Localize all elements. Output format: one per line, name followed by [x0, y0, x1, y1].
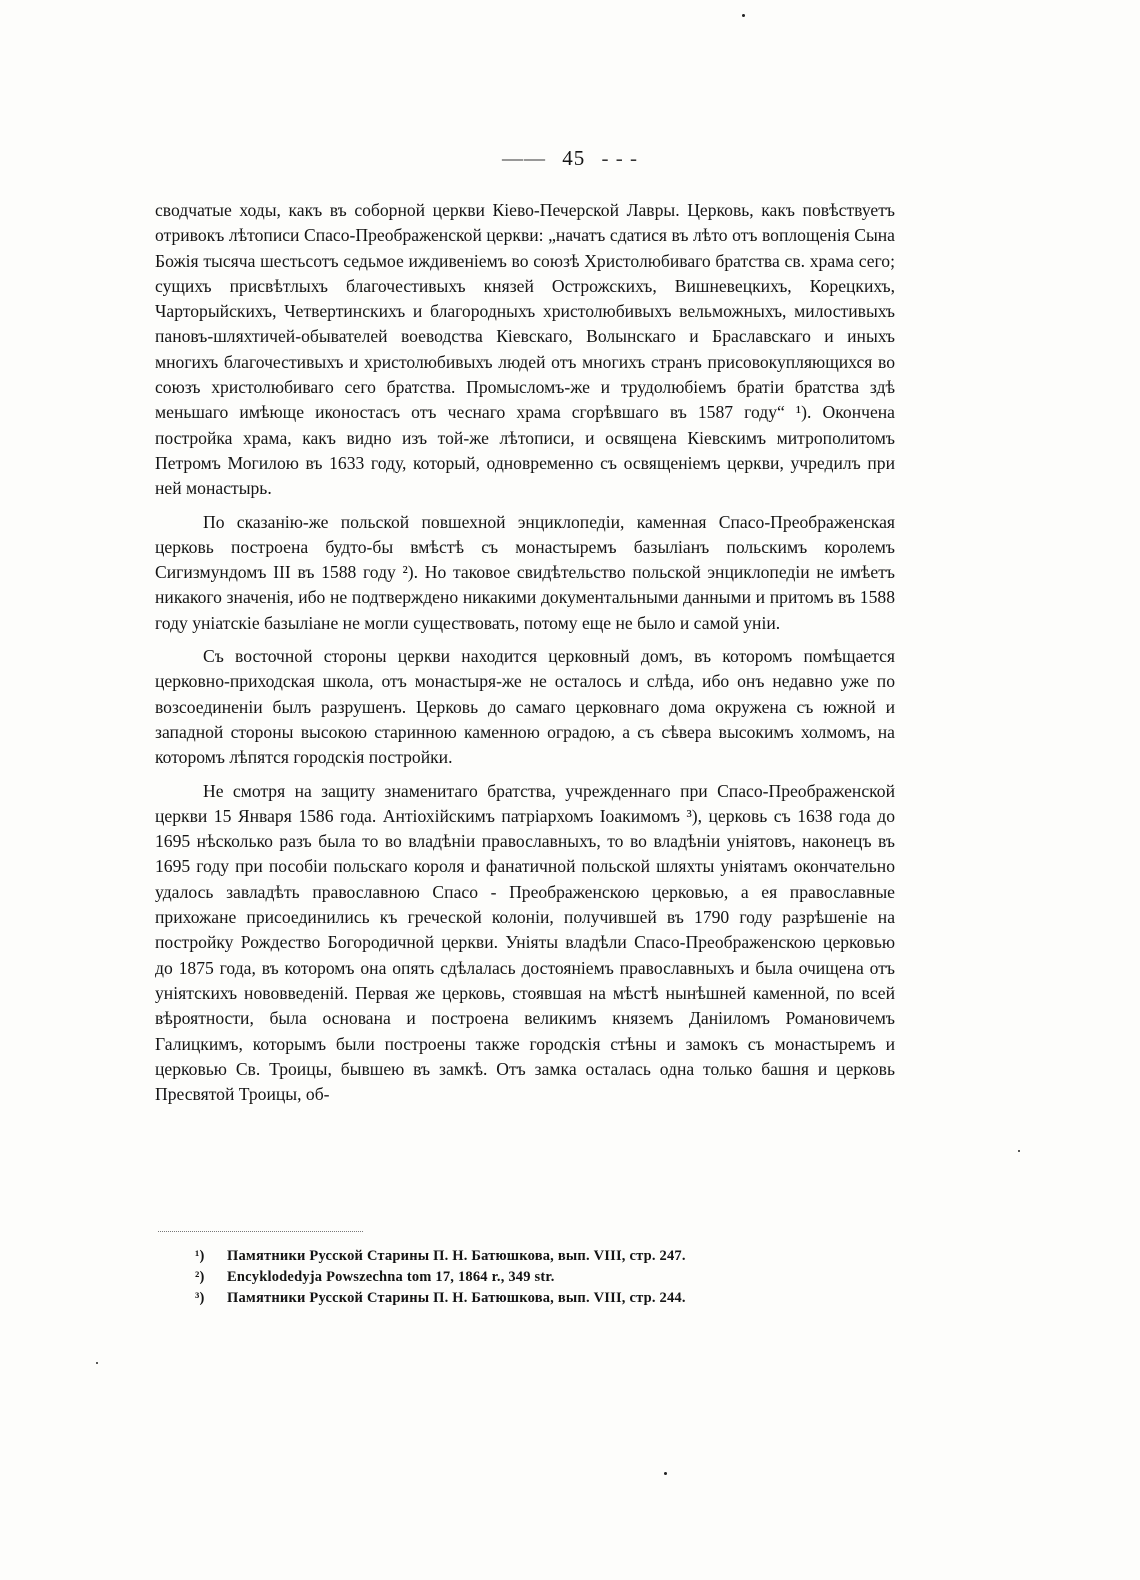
footnote-1-text: Памятники Русской Старины П. Н. Батюшкова, вып. VIII, стр. 247. [227, 1248, 686, 1264]
footnote-2-mark: ²) [195, 1269, 205, 1285]
scan-speck [96, 1362, 98, 1364]
paragraph-3: Съ восточной стороны церкви находится церковный домъ, въ которомъ помѣщается церковно-приходская школа, отъ монастыря-же не осталось и слѣда, ибо онъ недавно уже по возсоединеніи былъ разрушенъ. Церковь до самаго церковнаго дома окружена съ южной и западной стороны высокою старинною каменною оградою, а съ сѣвера высокимъ холмомъ, на которомъ лѣпятся городскія постройки. [155, 646, 895, 768]
footnote-2-text: Encyklodedyja Powszechna tom 17, 1864 r., 349 str. [227, 1269, 555, 1285]
footnotes [195, 1246, 855, 1309]
footnote-3-text: Памятники Русской Старины П. Н. Батюшкова, вып. VIII, стр. 244. [227, 1290, 686, 1306]
footnote-3-mark: ³) [195, 1290, 205, 1306]
scan-speck [1018, 1150, 1020, 1152]
paragraph-1: сводчатые ходы, какъ въ соборной церкви Кіево-Печерской Лавры. Церковь, какъ повѣствуетъ отривокъ лѣтописи Спасо-Преображенской церкви: „начатъ сдатися въ лѣто отъ воплощенія Сына Божія тысяча шестьсотъ седьмое иждивеніемъ во союзѣ Христолюбиваго братства св. храма сего; сущихъ присвѣтлыхъ благочестивыхъ князей Острожскихъ, Вишневецкихъ, Корецкихъ, Чарторыйскихъ, Четвертинскихъ и благородныхъ христолюбивыхъ вельможныхъ, милостивыхъ пановъ-шляхтичей-обывателей воеводства Кіевскаго, Волынскаго и Браславскаго и иныхъ многихъ благочестивыхъ и христолюбивыхъ людей отъ многихъ странъ присовокупляющихся во союзъ христолюбиваго сего братства. Промысломъ-же и трудолюбіемъ братіи братства здѣ меньшаго имѣюще иконостасъ отъ чеснаго храма сгорѣвшаго въ 1587 году“ ¹). Окончена постройка храма, какъ видно изъ той-же лѣтописи, и освящена Кіевскимъ митрополитомъ Петромъ Могилою въ 1633 году, который, одновременно съ освященіемъ церкви, учредилъ при ней монастырь. [155, 200, 895, 499]
scan-speck [742, 14, 745, 17]
paragraph-2: По сказанію-же польской повшехной энциклопедіи, каменная Спасо-Преображенская церковь построена будто-бы вмѣстѣ съ монастыремъ базыліанъ польскимъ королемъ Сигизмундомъ III въ 1588 году ²). Но таковое свидѣтельство польской энциклопедіи не имѣетъ никакого значенія, ибо не подтверждено никакими документальными данными и притомъ въ 1588 году уніатскіе базыліане не могли существовать, потому еще не было и самой уніи. [155, 511, 895, 633]
footnote-1 [195, 1246, 855, 1267]
header-dash-right: - - - [601, 146, 638, 170]
header-dash-left: —— [502, 146, 546, 170]
page-header [0, 146, 1140, 171]
footnote-3 [195, 1288, 855, 1309]
page-number: 45 [562, 146, 586, 170]
footnote-1-mark: ¹) [195, 1248, 205, 1264]
footnote-separator [158, 1231, 363, 1232]
footnote-2 [195, 1267, 855, 1288]
body-text [155, 198, 895, 1107]
scan-speck [664, 1472, 667, 1475]
paragraph-4: Не смотря на защиту знаменитаго братства, учрежденнаго при Спасо-Преображенской церкви 15 Января 1586 года. Антіохійскимъ патріархомъ Іоакимомъ ³), церковь съ 1638 года до 1695 нѣсколько разъ была то во владѣніи православныхъ, то во владѣніи уніятовъ, наконецъ въ 1695 году при пособіи польскаго короля и фанатичной польской шляхты уніятамъ окончательно удалось завладѣть православною Спасо - Преображенскою церковью, а ея православные прихожане присоединились къ греческой колоніи, получившей въ 1790 году разрѣшеніе на постройку Рождество Богородичной церкви. Уніяты владѣли Спасо-Преображенскою церковью до 1875 года, въ которомъ она опять сдѣлалась достояніемъ православныхъ и была очищена отъ уніятскихъ нововведеній. Первая же церковь, стоявшая на мѣстѣ нынѣшней каменной, по всей вѣроятности, была основана и построена великимъ княземъ Даніиломъ Романовичемъ Галицкимъ, которымъ были построены также городскія стѣны и замокъ съ монастыремъ и церковью Св. Троицы, бывшею въ замкѣ. Отъ замка осталась одна только башня и церковь Пресвятой Троицы, об- [155, 780, 895, 1105]
